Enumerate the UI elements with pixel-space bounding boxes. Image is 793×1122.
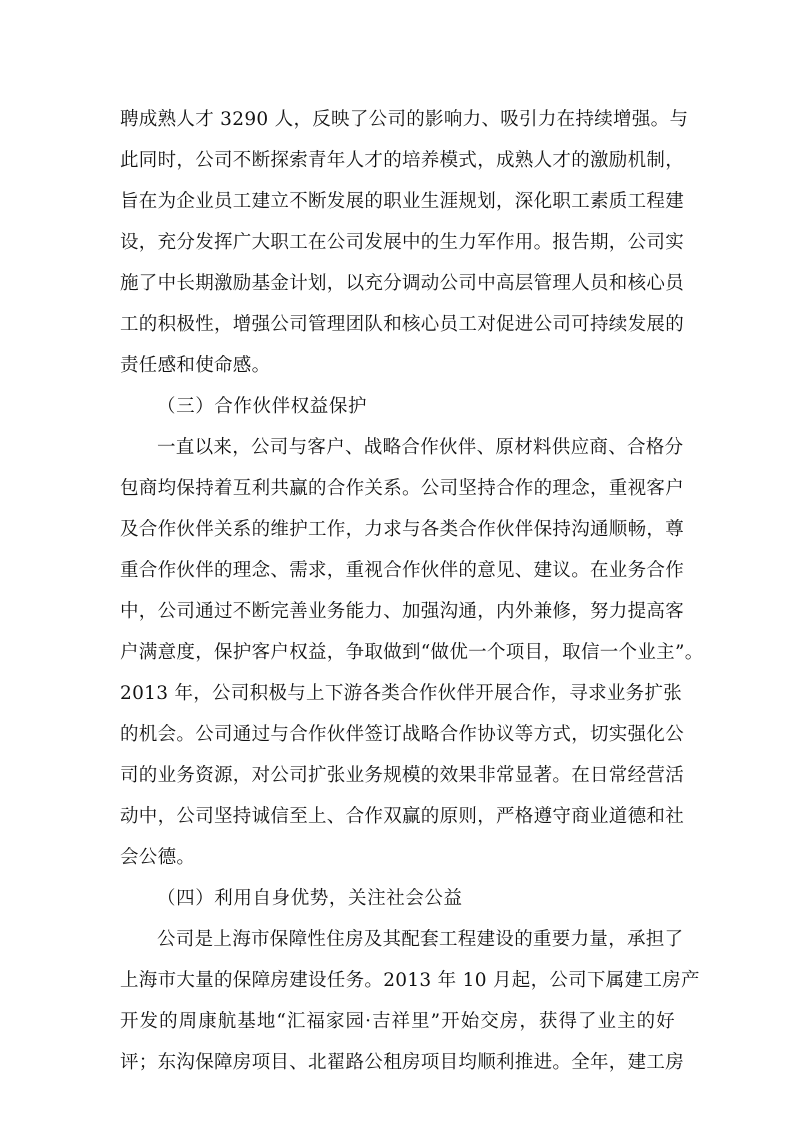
body-text-line: 动中，公司坚持诚信至上、合作双赢的原则，严格遵守商业道德和社 [120, 806, 685, 827]
body-text-line: 聘成熟人才 3290 人，反映了公司的影响力、吸引力在持续增强。与 [120, 109, 689, 130]
body-text-line: 及合作伙伴关系的维护工作，力求与各类合作伙伴保持沟通顺畅，尊 [120, 519, 685, 540]
body-text-line: 开发的周康航基地“汇福家园·吉祥里”开始交房，获得了业主的好 [120, 1011, 675, 1032]
body-text-line: 户满意度，保护客户权益，争取做到“做优一个项目，取信一个业主”。 [120, 642, 704, 663]
body-text-line: 中，公司通过不断完善业务能力、加强沟通，内外兼修，努力提高客 [120, 601, 685, 622]
body-text-line: 此同时，公司不断探索青年人才的培养模式，成熟人才的激励机制， [120, 150, 685, 171]
body-text-line: 包商均保持着互利共赢的合作关系。公司坚持合作的理念，重视客户 [120, 478, 685, 499]
body-text-line: 上海市大量的保障房建设任务。2013 年 10 月起，公司下属建工房产 [120, 970, 700, 991]
body-text-line: 施了中长期激励基金计划，以充分调动公司中高层管理人员和核心员 [120, 273, 685, 294]
section-heading-social-welfare: （四）利用自身优势，关注社会公益 [157, 888, 463, 909]
body-text-line: 的机会。公司通过与合作伙伴签订战略合作协议等方式，切实强化公 [120, 724, 685, 745]
body-text-line: 一直以来，公司与客户、战略合作伙伴、原材料供应商、合格分 [157, 437, 684, 458]
section-heading-partner-rights: （三）合作伙伴权益保护 [157, 396, 368, 417]
body-text-line: 旨在为企业员工建立不断发展的职业生涯规划，深化职工素质工程建 [120, 191, 685, 212]
body-text-line: 重合作伙伴的理念、需求，重视合作伙伴的意见、建议。在业务合作 [120, 560, 685, 581]
body-text-line: 评；东沟保障房项目、北翟路公租房项目均顺利推进。全年，建工房 [120, 1052, 685, 1073]
body-text-line: 工的积极性，增强公司管理团队和核心员工对促进公司可持续发展的 [120, 314, 685, 335]
body-text-line: 责任感和使命感。 [120, 355, 271, 376]
body-text-line: 司的业务资源，对公司扩张业务规模的效果非常显著。在日常经营活 [120, 765, 685, 786]
body-text-line: 2013 年，公司积极与上下游各类合作伙伴开展合作，寻求业务扩张 [120, 683, 683, 704]
body-text-line: 会公德。 [120, 847, 196, 868]
body-text-line: 公司是上海市保障性住房及其配套工程建设的重要力量，承担了 [157, 929, 684, 950]
body-text-line: 设，充分发挥广大职工在公司发展中的生力军作用。报告期，公司实 [120, 232, 685, 253]
